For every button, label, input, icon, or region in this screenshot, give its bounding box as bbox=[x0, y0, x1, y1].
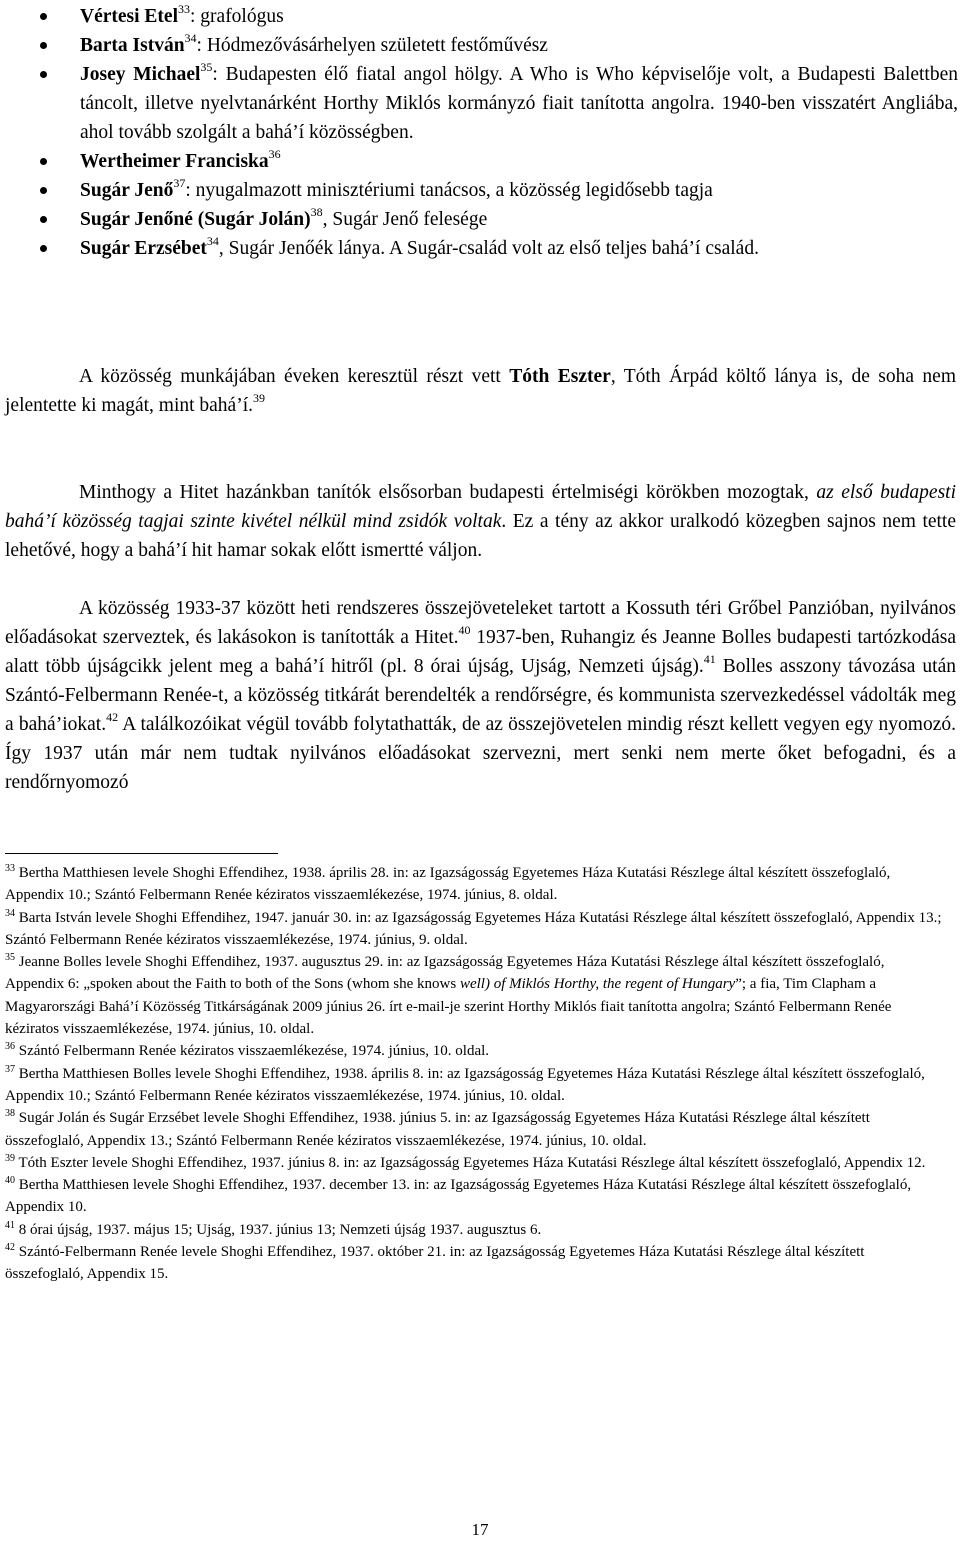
bullet-icon bbox=[40, 216, 47, 223]
member-description: : Hódmezővásárhelyen született festőművész bbox=[196, 35, 548, 56]
list-item bbox=[40, 176, 958, 205]
footnotes bbox=[5, 862, 945, 1286]
member-name: Sugár Jenőné (Sugár Jolán) bbox=[80, 209, 311, 230]
list-item bbox=[40, 2, 958, 31]
footnote-ref: 37 bbox=[173, 176, 186, 190]
bullet-icon bbox=[40, 187, 47, 194]
footnote-number: 37 bbox=[5, 1063, 15, 1075]
bullet-icon bbox=[40, 71, 47, 78]
footnote-text: Bertha Matthiesen levele Shoghi Effendihez, 1938. április 28. in: az Igazságosság Egyetemes Háza Kutatási Részlege által készített összefoglaló, Appendix 10.; Szántó Felbermann Renée kéziratos visszaemlékezése, 1974. június, 8. oldal. bbox=[5, 865, 891, 904]
footnote bbox=[5, 1152, 945, 1174]
footnote bbox=[5, 1241, 945, 1286]
paragraph-meetings bbox=[5, 594, 956, 797]
bullet-icon bbox=[40, 13, 47, 20]
italic-emphasis: az első budapesti bahá’í közösség tagjai szinte kivétel nélkül mind zsidók voltak bbox=[5, 482, 956, 532]
footnote bbox=[5, 1063, 945, 1108]
footnote-ref: 41 bbox=[703, 652, 716, 666]
footnote bbox=[5, 1174, 945, 1219]
text-run: Minthogy a Hitet hazánkban tanítók elsősorban budapesti értelmiségi körökben mozogtak, bbox=[79, 482, 817, 503]
paragraph-intellectual-circles bbox=[5, 478, 956, 565]
footnote bbox=[5, 907, 945, 952]
footnote-text: Tóth Eszter levele Shoghi Effendihez, 1937. június 8. in: az Igazságosság Egyetemes Háza Kutatási Részlege által készített összefoglaló, Appendix 12. bbox=[15, 1154, 926, 1171]
list-item bbox=[40, 31, 958, 60]
footnote-ref: 39 bbox=[253, 391, 265, 405]
footnote-text: Bertha Matthiesen levele Shoghi Effendihez, 1937. december 13. in: az Igazságosság Egyetemes Háza Kutatási Részlege által készített összefoglaló, Appendix 10. bbox=[5, 1177, 912, 1216]
footnote bbox=[5, 1040, 945, 1062]
footnote-number: 33 bbox=[5, 863, 15, 874]
paragraph-toth-eszter bbox=[5, 362, 956, 420]
member-name: Vértesi Etel bbox=[80, 6, 178, 27]
member-description: : nyugalmazott minisztériumi tanácsos, a közösség legidősebb tagja bbox=[185, 180, 713, 201]
member-name: Sugár Jenő bbox=[80, 180, 174, 201]
footnote-text: ”; a fia, Tim Clapham a Magyarországi Bahá’í Közösség Titkárságának 2009 június 26. írt e-mail-je szerint Horthy Miklós fiait tanította angolra; Szántó Felbermann Renée kéziratos visszaemlékezése, 1974. június, 10. oldal. bbox=[5, 976, 892, 1038]
footnote-ref: 38 bbox=[310, 205, 323, 219]
footnote-text: Bertha Matthiesen Bolles levele Shoghi Effendihez, 1938. április 8. in: az Igazságosság Egyetemes Háza Kutatási Részlege által készített összefoglaló, Appendix 10.; Szántó Felbermann Renée kéziratos visszaemlékezése, 1974. június, 10. oldal. bbox=[5, 1065, 925, 1104]
footnote-number: 40 bbox=[5, 1175, 15, 1187]
footnote-ref: 42 bbox=[106, 710, 119, 724]
text-run: 1937-ben, Ruhangiz és Jeanne Bolles budapesti tartózkodása alatt több újságcikk jelent meg a bahá’í hitről (pl. 8 órai újság, Ujság, Nemzeti újság). bbox=[5, 627, 956, 677]
list-item bbox=[40, 205, 958, 234]
footnote-ref: 40 bbox=[458, 623, 471, 637]
footnote-ref: 36 bbox=[268, 147, 281, 161]
footnote-ref: 34 bbox=[184, 31, 197, 45]
footnote bbox=[5, 1107, 945, 1152]
member-name: Wertheimer Franciska bbox=[80, 151, 269, 172]
footnote-ref: 34 bbox=[206, 234, 219, 248]
footnote bbox=[5, 862, 945, 907]
text-run: A találkozóikat végül tovább folytathatták, de az összejövetelen mindig részt kellett vegyen egy nyomozó. Így 1937 után már nem tudtak nyilvános előadásokat szervezni, mert senki nem merte őket befogadni, és a rendőrnyomozó bbox=[5, 714, 957, 793]
page-number: 17 bbox=[471, 1520, 489, 1539]
list-item bbox=[40, 147, 958, 176]
member-name: Sugár Erzsébet bbox=[80, 238, 207, 259]
footnote-number: 36 bbox=[5, 1041, 15, 1053]
list-item bbox=[40, 234, 958, 263]
text-run: , Tóth Árpád költő lánya is, de soha nem jelentette ki magát, mint bahá’í. bbox=[5, 366, 957, 416]
footnote-text: Sugár Jolán és Sugár Erzsébet levele Shoghi Effendihez, 1938. június 5. in: az Igazságosság Egyetemes Háza Kutatási Részlege által készített összefoglaló, Appendix 13.; Szántó Felbermann Renée kéziratos visszaemlékezése, 1974. június, 10. oldal. bbox=[5, 1110, 870, 1149]
bullet-icon bbox=[40, 158, 47, 165]
footnote-ref: 33 bbox=[178, 2, 190, 16]
footnote-italic: well) of Miklós Horthy, the regent of Hungary bbox=[459, 976, 736, 993]
footnote-ref: 35 bbox=[200, 60, 213, 74]
text-run: A közösség munkájában éveken keresztül részt vett bbox=[79, 366, 510, 387]
member-list bbox=[40, 2, 958, 263]
member-description: , Sugár Jenőék lánya. A Sugár-család volt az első teljes bahá’í család. bbox=[218, 238, 759, 259]
footnote-number: 41 bbox=[5, 1219, 15, 1231]
footnote bbox=[5, 951, 945, 1040]
member-description: , Sugár Jenő felesége bbox=[322, 209, 488, 230]
text-run: . Ez a tény az akkor uralkodó közegben sajnos nem tette lehetővé, hogy a bahá’í hit hamar sokak előtt ismertté váljon. bbox=[5, 511, 957, 561]
footnote-text: 8 órai újság, 1937. május 15; Ujság, 1937. június 13; Nemzeti újság 1937. augusztus 6. bbox=[15, 1221, 542, 1238]
member-name: Barta István bbox=[80, 35, 185, 56]
footnote-separator bbox=[5, 853, 278, 854]
list-item bbox=[40, 60, 958, 147]
bullet-icon bbox=[40, 42, 47, 49]
bold-name: Tóth Eszter bbox=[509, 366, 611, 387]
footnote-number: 34 bbox=[5, 907, 15, 919]
text-run: Bolles asszony távozása után Szántó-Felbermann Renée-t, a közösség titkárát berendelték a rendőrségre, és kommunista szervezkedéssel vádolták meg a bahá’iokat. bbox=[5, 656, 956, 735]
member-description: : Budapesten élő fiatal angol hölgy. A Who is Who képviselője volt, a Budapesti Balettben táncolt, illetve nyelvtanárként Horthy Miklós kormányzó fiait tanította angolra. 1940-ben visszatért Angliába, ahol tovább szolgált a bahá’í közösségben. bbox=[80, 64, 959, 143]
footnote-number: 39 bbox=[5, 1152, 15, 1164]
footnote-text: Szántó-Felbermann Renée levele Shoghi Effendihez, 1937. október 21. in: az Igazságosság Egyetemes Háza Kutatási Részlege által készített összefoglaló, Appendix 15. bbox=[5, 1244, 865, 1283]
footnote bbox=[5, 1219, 945, 1241]
footnote-text: Barta István levele Shoghi Effendihez, 1947. január 30. in: az Igazságosság Egyetemes Háza Kutatási Részlege által készített összefoglaló, Appendix 13.; Szántó Felbermann Renée kéziratos visszaemlékezése, 1974. június, 9. oldal. bbox=[5, 909, 942, 948]
text-run: A közösség 1933-37 között heti rendszeres összejöveteleket tartott a Kossuth téri Grőbel Panzióban, nyilvános előadásokat szerveztek, és lakásokon is tanították a Hitet. bbox=[5, 598, 956, 648]
footnote-text: Szántó Felbermann Renée kéziratos visszaemlékezése, 1974. június, 10. oldal. bbox=[15, 1043, 490, 1060]
member-description: : grafológus bbox=[190, 6, 284, 27]
footnote-text: Jeanne Bolles levele Shoghi Effendihez, 1937. augusztus 29. in: az Igazságosság Egyetemes Háza Kutatási Részlege által készített összefoglaló, Appendix 6: „spoken about the Faith to both of the Sons (whom she knows bbox=[5, 954, 885, 993]
footnote-number: 38 bbox=[5, 1108, 15, 1120]
member-name: Josey Michael bbox=[80, 64, 201, 85]
footnote-number: 42 bbox=[5, 1242, 15, 1254]
footnote-number: 35 bbox=[5, 952, 15, 964]
bullet-icon bbox=[40, 245, 47, 252]
